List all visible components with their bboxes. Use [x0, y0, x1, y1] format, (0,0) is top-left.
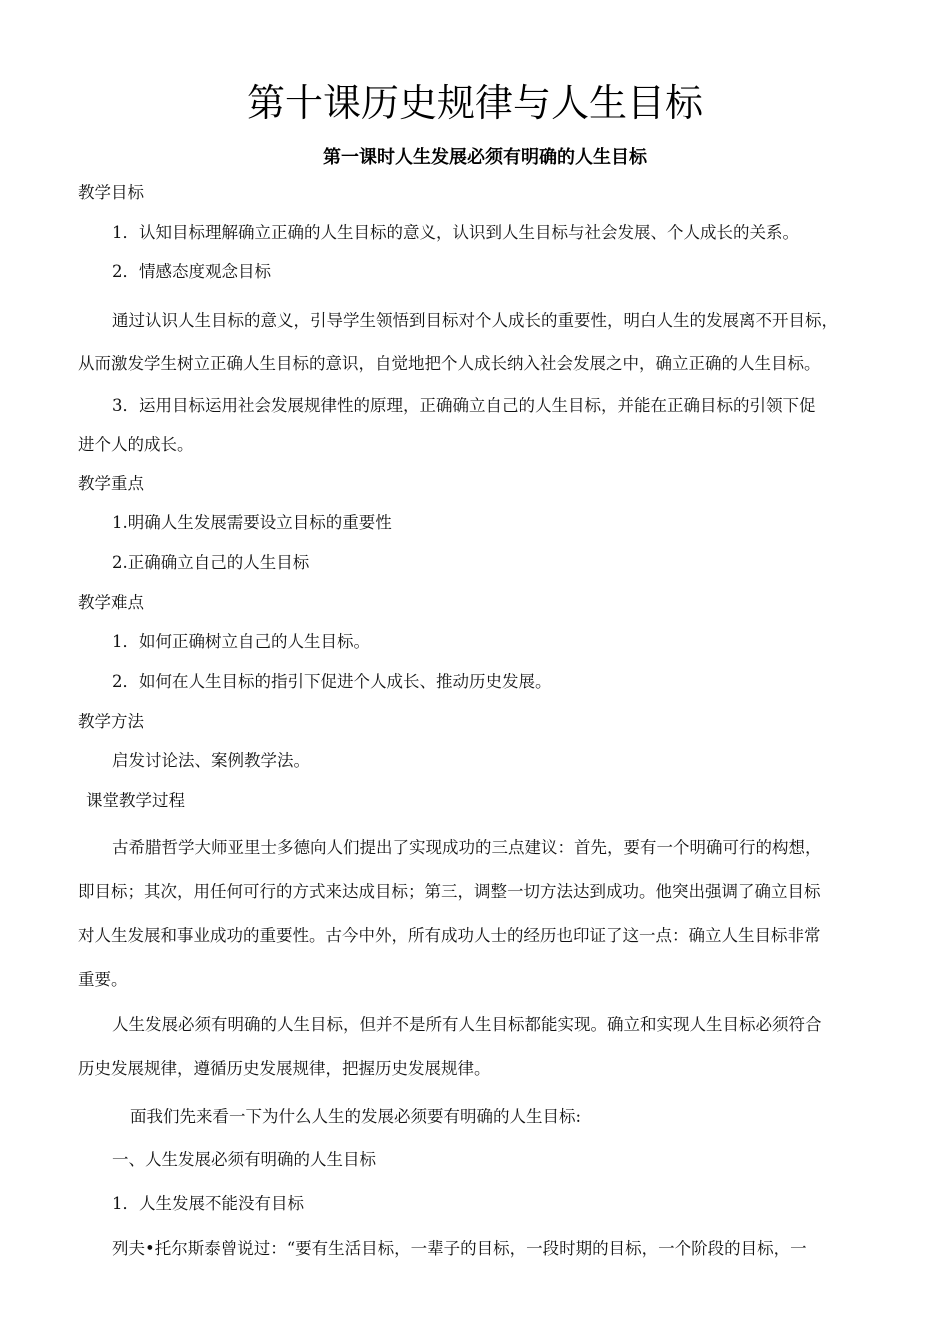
paragraph-line: 古希腊哲学大师亚里士多德向人们提出了实现成功的三点建议：首先，要有一个明确可行的构想， — [112, 838, 822, 857]
document-subtitle: 第一课时人生发展必须有明确的人生目标 — [323, 147, 647, 168]
section-heading-difficulties: 教学难点 — [78, 593, 144, 612]
subsection-heading: 1．人生发展不能没有目标 — [112, 1194, 304, 1213]
objective-2-text-line: 从而激发学生树立正确人生目标的意识，自觉地把个人成长纳入社会发展之中，确立正确的人生目标。 — [78, 354, 821, 373]
objective-1: 1．认知目标理解确立正确的人生目标的意义，认识到人生目标与社会发展、个人成长的关系。 — [112, 223, 799, 242]
section-heading-key-points: 教学重点 — [78, 474, 144, 493]
paragraph-line: 即目标；其次，用任何可行的方式来达成目标；第三，调整一切方法达到成功。他突出强调了确立目标 — [78, 882, 821, 901]
methods-text: 启发讨论法、案例教学法。 — [112, 751, 310, 770]
section-heading-process: 课堂教学过程 — [86, 791, 185, 810]
key-point-2: 2.正确确立自己的人生目标 — [112, 553, 310, 572]
objective-2-text-line: 通过认识人生目标的意义，引导学生领悟到目标对个人成长的重要性，明白人生的发展离不开目标， — [112, 311, 838, 330]
transition-line: 面我们先来看一下为什么人生的发展必须要有明确的人生目标: — [130, 1107, 582, 1126]
paragraph-line: 重要。 — [78, 970, 128, 989]
section-heading-methods: 教学方法 — [78, 712, 144, 731]
objective-3: 3．运用目标运用社会发展规律性的原理，正确确立自己的人生目标，并能在正确目标的引领下促 — [112, 396, 816, 415]
paragraph-line: 历史发展规律，遵循历史发展规律，把握历史发展规律。 — [78, 1059, 491, 1078]
section-heading-objectives: 教学目标 — [78, 183, 144, 202]
paragraph-line: 人生发展必须有明确的人生目标，但并不是所有人生目标都能实现。确立和实现人生目标必须符合 — [112, 1015, 822, 1034]
difficulty-2: 2．如何在人生目标的指引下促进个人成长、推动历史发展。 — [112, 672, 552, 691]
document-title: 第十课历史规律与人生目标 — [246, 81, 703, 125]
difficulty-1: 1．如何正确树立自己的人生目标。 — [112, 632, 370, 651]
paragraph-line: 对人生发展和事业成功的重要性。古今中外，所有成功人士的经历也印证了这一点：确立人生目标非常 — [78, 926, 821, 945]
objective-2: 2．情感态度观念目标 — [112, 262, 271, 281]
key-point-1: 1.明确人生发展需要设立目标的重要性 — [112, 513, 392, 532]
section-heading-one: 一、人生发展必须有明确的人生目标 — [112, 1150, 376, 1169]
objective-3-continued: 进个人的成长。 — [78, 435, 194, 454]
quote-line: 列夫•托尔斯泰曾说过：“要有生活目标，一辈子的目标，一段时期的目标，一个阶段的目标，一 — [112, 1239, 807, 1258]
